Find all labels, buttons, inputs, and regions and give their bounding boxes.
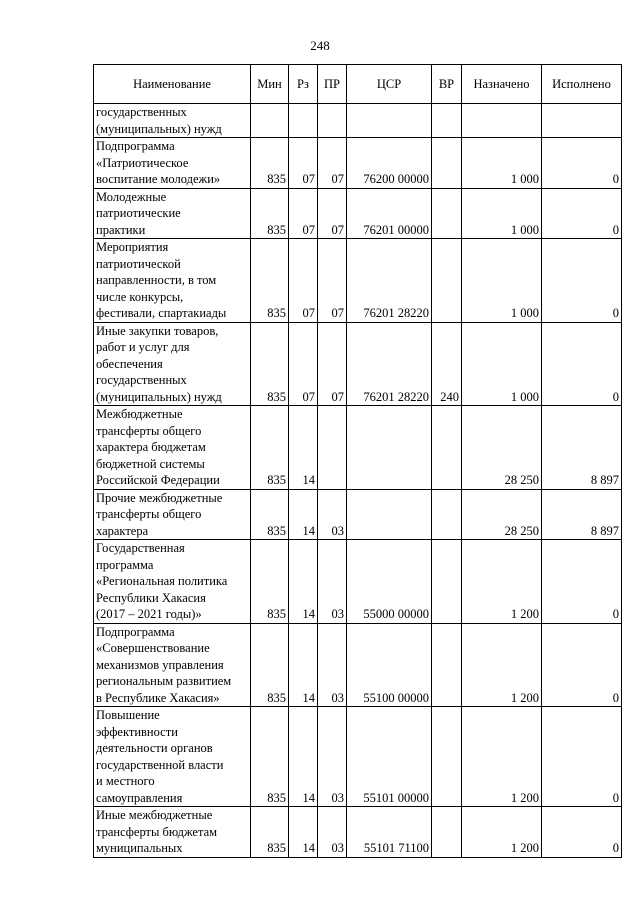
cell-min: 835 [251,188,289,239]
cell-min: 835 [251,623,289,707]
cell-csr: 55101 71100 [347,807,432,858]
cell-name: Повышение эффективности деятельности органов государственной власти и местного самоуправления [94,707,251,807]
cell-rz: 14 [289,406,318,490]
cell-vr [432,540,462,624]
cell-min: 835 [251,138,289,189]
table-row [94,807,622,858]
cell-min: 835 [251,406,289,490]
cell-assigned: 1 200 [462,707,542,807]
cell-done: 0 [542,188,622,239]
table-row [94,623,622,707]
cell-csr: 55000 00000 [347,540,432,624]
cell-rz: 07 [289,322,318,406]
cell-pr: 03 [318,623,347,707]
cell-min: 835 [251,540,289,624]
cell-pr: 07 [318,239,347,323]
cell-done: 0 [542,322,622,406]
cell-rz: 14 [289,540,318,624]
cell-rz: 14 [289,489,318,540]
header-pr: ПР [318,65,347,104]
cell-name: Подпрограмма «Патриотическое воспитание молодежи» [94,138,251,189]
cell-done: 0 [542,707,622,807]
cell-vr [432,707,462,807]
cell-assigned: 1 000 [462,138,542,189]
cell-vr [432,239,462,323]
cell-csr: 76201 28220 [347,322,432,406]
header-assigned: Назначено [462,65,542,104]
cell-pr: 07 [318,322,347,406]
cell-assigned: 1 000 [462,239,542,323]
cell-pr: 07 [318,188,347,239]
cell-assigned: 28 250 [462,406,542,490]
cell-assigned: 1 000 [462,188,542,239]
header-vr: ВР [432,65,462,104]
cell-csr: 76201 28220 [347,239,432,323]
table-header-row [94,65,622,104]
header-rz: Рз [289,65,318,104]
table-row [94,707,622,807]
cell-pr: 03 [318,489,347,540]
cell-name: Иные закупки товаров, работ и услуг для обеспечения государственных (муниципальных) нужд [94,322,251,406]
cell-pr: 07 [318,138,347,189]
cell-name: Государственная программа «Региональная политика Республики Хакасия (2017 – 2021 годы)» [94,540,251,624]
cell-csr: 76200 00000 [347,138,432,189]
cell-done: 8 897 [542,406,622,490]
cell-done: 0 [542,138,622,189]
cell-name: Мероприятия патриотической направленности, в том числе конкурсы, фестивали, спартакиады [94,239,251,323]
cell-vr [432,623,462,707]
table-row [94,188,622,239]
cell-name: Молодежные патриотические практики [94,188,251,239]
cell-csr [347,489,432,540]
cell-pr [318,104,347,138]
cell-done: 0 [542,239,622,323]
cell-vr [432,807,462,858]
cell-csr [347,406,432,490]
cell-done: 0 [542,623,622,707]
cell-rz: 14 [289,807,318,858]
cell-pr: 03 [318,707,347,807]
header-done: Исполнено [542,65,622,104]
header-min: Мин [251,65,289,104]
cell-assigned: 28 250 [462,489,542,540]
cell-pr: 03 [318,540,347,624]
cell-min [251,104,289,138]
cell-rz [289,104,318,138]
cell-vr [432,104,462,138]
cell-done [542,104,622,138]
cell-vr: 240 [432,322,462,406]
cell-assigned: 1 200 [462,807,542,858]
table-row [94,239,622,323]
cell-rz: 07 [289,239,318,323]
cell-pr: 03 [318,807,347,858]
cell-vr [432,489,462,540]
cell-rz: 14 [289,623,318,707]
table-body [94,104,622,858]
table-row [94,104,622,138]
table-row [94,540,622,624]
cell-min: 835 [251,707,289,807]
cell-csr: 55101 00000 [347,707,432,807]
cell-vr [432,188,462,239]
cell-assigned: 1 200 [462,540,542,624]
cell-rz: 14 [289,707,318,807]
cell-done: 8 897 [542,489,622,540]
cell-csr: 76201 00000 [347,188,432,239]
header-csr: ЦСР [347,65,432,104]
cell-csr [347,104,432,138]
budget-table [93,64,622,858]
header-name: Наименование [94,65,251,104]
cell-rz: 07 [289,138,318,189]
cell-done: 0 [542,540,622,624]
cell-min: 835 [251,322,289,406]
cell-min: 835 [251,489,289,540]
table-row [94,406,622,490]
cell-name: государственных (муниципальных) нужд [94,104,251,138]
cell-min: 835 [251,239,289,323]
cell-name: Прочие межбюджетные трансферты общего характера [94,489,251,540]
cell-rz: 07 [289,188,318,239]
cell-assigned [462,104,542,138]
cell-name: Иные межбюджетные трансферты бюджетам муниципальных [94,807,251,858]
cell-assigned: 1 000 [462,322,542,406]
cell-csr: 55100 00000 [347,623,432,707]
cell-vr [432,406,462,490]
cell-assigned: 1 200 [462,623,542,707]
table-row [94,138,622,189]
cell-min: 835 [251,807,289,858]
table-row [94,489,622,540]
page-number: 248 [310,38,330,53]
cell-name: Подпрограмма «Совершенствование механизмов управления региональным развитием в Республике Хакасия» [94,623,251,707]
cell-done: 0 [542,807,622,858]
cell-vr [432,138,462,189]
cell-name: Межбюджетные трансферты общего характера бюджетам бюджетной системы Российской Федерации [94,406,251,490]
cell-pr [318,406,347,490]
table-row [94,322,622,406]
